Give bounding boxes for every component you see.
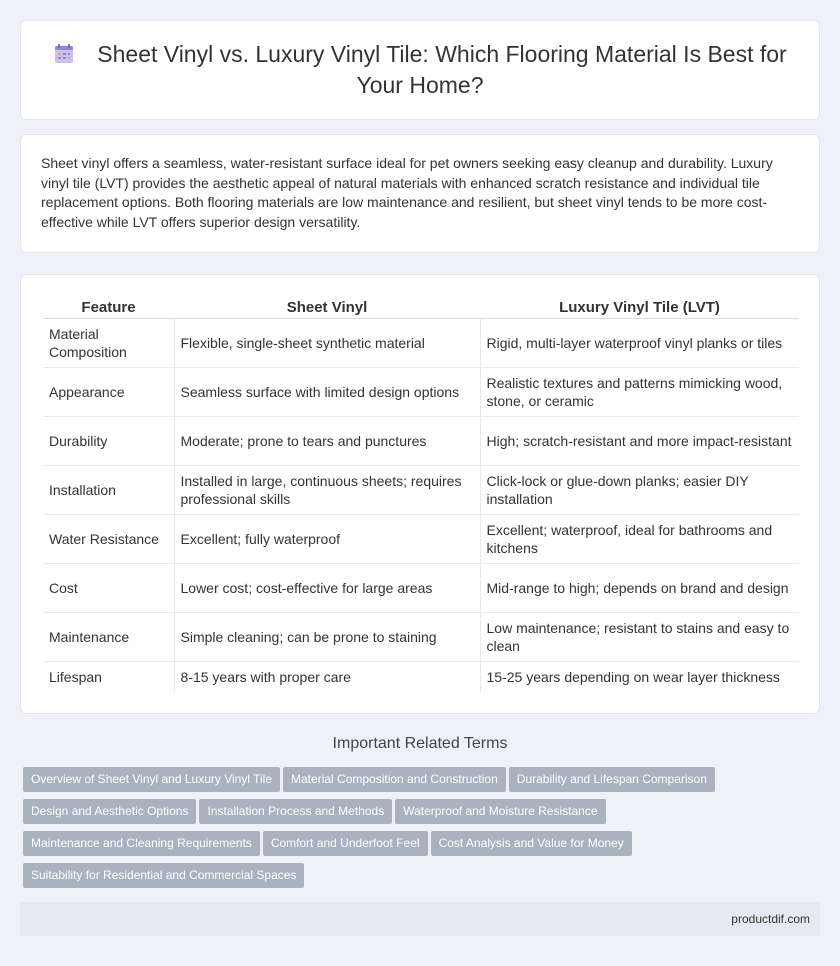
related-terms-list [23,767,823,895]
page-title [51,39,789,101]
sheet-vinyl-cell: Lower cost; cost-effective for large areas [174,564,480,613]
header-card [20,20,820,120]
footer [20,902,820,936]
related-term-tag[interactable]: Comfort and Underfoot Feel [263,831,428,856]
lvt-cell: Realistic textures and patterns mimicking wood, stone, or ceramic [480,368,799,417]
feature-cell: Cost [43,564,174,613]
sheet-vinyl-cell: Excellent; fully waterproof [174,515,480,564]
related-term-tag[interactable]: Waterproof and Moisture Resistance [395,799,605,824]
sheet-vinyl-cell: Moderate; prone to tears and punctures [174,417,480,466]
lvt-cell: High; scratch-resistant and more impact-resistant [480,417,799,466]
lvt-cell: Rigid, multi-layer waterproof vinyl planks or tiles [480,319,799,368]
related-term-tag[interactable]: Installation Process and Methods [199,799,392,824]
intro-card [20,134,820,253]
table-row [43,466,799,515]
intro-paragraph: Sheet vinyl offers a seamless, water-resistant surface ideal for pet owners seeking easy cleanup and durability. Luxury vinyl tile (LVT) provides the aesthetic appeal of natural materials with enhanced scratch resistance and individual tile replacement options. Both flooring materials are low maintenance and resilient, but sheet vinyl tends to be more cost-effective while LVT offers superior design versatility. [41,155,773,230]
comparison-card [20,274,820,714]
column-header-sheet-vinyl: Sheet Vinyl [174,295,480,319]
table-row [43,319,799,368]
related-term-tag[interactable]: Suitability for Residential and Commercial Spaces [23,863,304,888]
table-row [43,662,799,693]
page-title-text: Sheet Vinyl vs. Luxury Vinyl Tile: Which Flooring Material Is Best for Your Home? [97,41,787,98]
related-term-tag[interactable]: Cost Analysis and Value for Money [431,831,632,856]
feature-cell: Durability [43,417,174,466]
table-row [43,368,799,417]
lvt-cell: Low maintenance; resistant to stains and easy to clean [480,613,799,662]
sheet-vinyl-cell: Installed in large, continuous sheets; requires professional skills [174,466,480,515]
sheet-vinyl-cell: Simple cleaning; can be prone to staining [174,613,480,662]
lvt-cell: 15-25 years depending on wear layer thickness [486,669,780,686]
column-header-lvt: Luxury Vinyl Tile (LVT) [480,295,799,319]
table-row [43,417,799,466]
related-term-tag[interactable]: Maintenance and Cleaning Requirements [23,831,260,856]
feature-cell: Appearance [43,368,174,417]
sheet-vinyl-cell: Flexible, single-sheet synthetic material [174,319,480,368]
column-header-feature: Feature [43,295,174,319]
related-term-tag[interactable]: Material Composition and Construction [283,767,506,792]
table-row [43,564,799,613]
feature-cell: Installation [43,466,174,515]
footer-site-link[interactable]: productdif.com [731,912,810,926]
sheet-vinyl-cell: Seamless surface with limited design options [174,368,480,417]
sheet-vinyl-cell: 8-15 years with proper care [174,662,480,693]
table-header-row [43,295,799,319]
feature-cell: Material Composition [43,319,174,368]
feature-cell: Water Resistance [43,515,174,564]
comparison-table [43,295,799,693]
related-term-tag[interactable]: Design and Aesthetic Options [23,799,196,824]
lvt-cell: Mid-range to high; depends on brand and design [480,564,799,613]
feature-cell: Lifespan [43,662,174,693]
related-term-tag[interactable]: Durability and Lifespan Comparison [509,767,715,792]
related-terms-heading: Important Related Terms [332,735,508,752]
feature-cell: Maintenance [43,613,174,662]
table-row [43,515,799,564]
related-term-tag[interactable]: Overview of Sheet Vinyl and Luxury Vinyl Tile [23,767,280,792]
table-row [43,613,799,662]
lvt-cell: Click-lock or glue-down planks; easier DIY installation [480,466,799,515]
lvt-cell: Excellent; waterproof, ideal for bathrooms and kitchens [480,515,799,564]
document-list-icon [53,42,75,64]
